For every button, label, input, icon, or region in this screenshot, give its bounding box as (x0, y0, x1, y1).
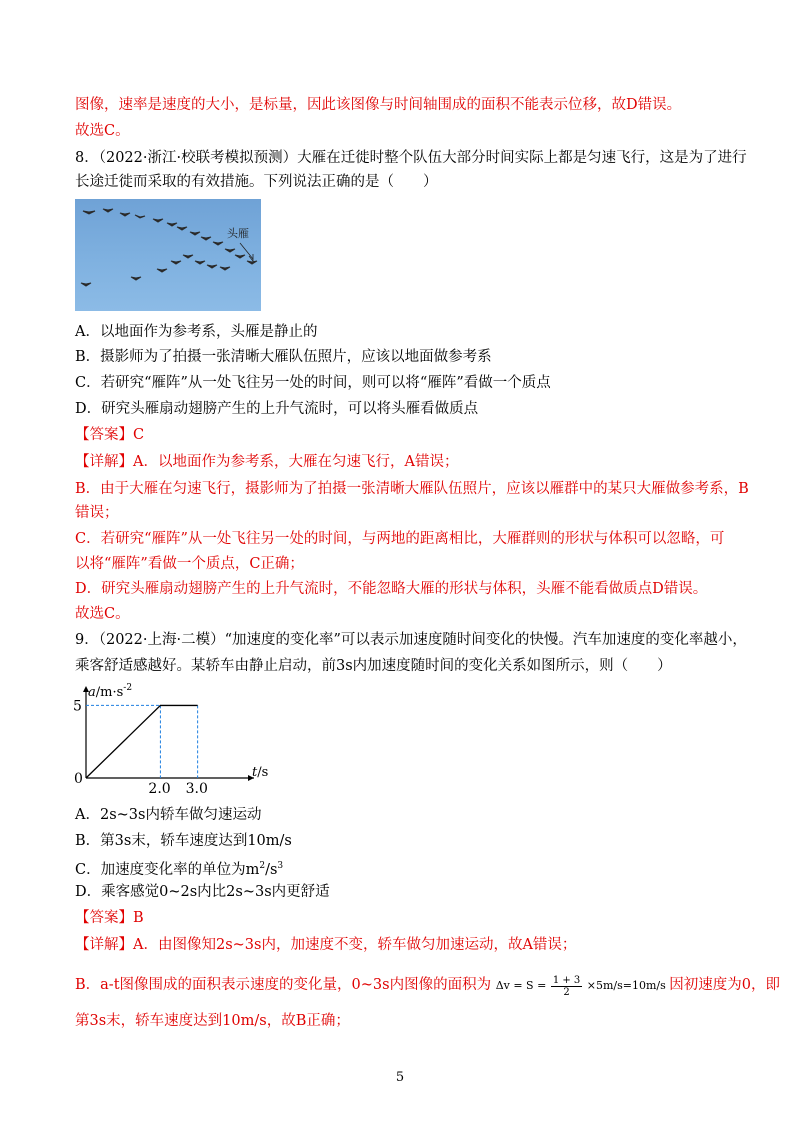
lead-goose-label: 头雁 (227, 227, 249, 240)
q8-detail-line3: 错误； (75, 505, 119, 521)
q9-option-c-exp2: 3 (277, 861, 284, 871)
q9-option-c-exp1: 2 (259, 861, 266, 871)
q9-detail-text-a: A．由图像知2s~3s内，加速度不变，轿车做匀加速运动，故A错误； (133, 937, 577, 953)
q9-stem-line1: 9．（2022·上海·二模）“加速度的变化率”可以表示加速度随时间变化的快慢。汽车加速度的变化率越小， (75, 632, 747, 648)
formula-denominator: 2 (563, 986, 570, 998)
q9-option-c (75, 856, 283, 880)
acceleration-time-chart (70, 682, 270, 802)
velocity-change-formula (495, 974, 670, 998)
q8-answer-value: C (133, 427, 145, 443)
formula-lhs: Δv = S = (495, 979, 547, 992)
q8-option-d: D．研究头雁扇动翅膀产生的上升气流时，可以将头雁看做质点 (75, 401, 479, 417)
q8-detail-line2: B．由于大雁在匀速飞行，摄影师为了拍摄一张清晰大雁队伍照片，应该以雁群中的某只大雁做参考系，B (75, 481, 749, 497)
acceleration-time-svg (70, 682, 270, 798)
q8-option-b: B．摄影师为了拍摄一张清晰大雁队伍照片，应该以地面做参考系 (75, 349, 492, 365)
prev-explanation-line: 图像，速率是速度的大小，是标量，因此该图像与时间轴围成的面积不能表示位移，故D错误。 (75, 97, 682, 113)
q8-stem-line2: 长途迁徙而采取的有效措施。下列说法正确的是（ ） (75, 174, 438, 190)
acceleration-series-line (86, 705, 198, 778)
q8-detail-line4: C．若研究“雁阵”从一处飞往另一处的时间，与两地的距离相比，大雁群则的形状与体积可以忽略，可 (75, 531, 725, 547)
q9-option-b: B．第3s末，轿车速度达到10m/s (75, 833, 292, 849)
q8-answer-tag: 【答案】 (75, 427, 133, 443)
q9-answer-tag: 【答案】 (75, 910, 133, 926)
geese-photo (75, 199, 261, 311)
q8-detail-text-a: A．以地面作为参考系，大雁在匀速飞行，A错误； (133, 454, 459, 470)
q9-answer-value: B (133, 910, 144, 926)
formula-fraction (551, 975, 582, 998)
q9-stem-line2: 乘客舒适感越好。某轿车由静止启动，前3s内加速度随时间的变化关系如图所示，则（ ） (75, 658, 672, 674)
q8-detail-tag: 【详解】 (75, 454, 133, 470)
q9-option-d: D．乘客感觉0~2s内比2s~3s内更舒适 (75, 884, 330, 900)
q8-option-c: C．若研究“雁阵”从一处飞往另一处的时间，则可以将“雁阵”看做一个质点 (75, 375, 551, 391)
q8-answer-line (75, 425, 144, 445)
q9-answer-line (75, 908, 144, 928)
q9-detail-line3: 第3s末，轿车速度达到10m/s，故B正确； (75, 1013, 350, 1029)
q9-detail-line2 (75, 972, 780, 999)
formula-numerator: 1 + 3 (552, 974, 581, 986)
q8-detail-line5: 以将“雁阵”看做一个质点，C正确； (75, 556, 304, 572)
q9-detail-tag: 【详解】 (75, 937, 133, 953)
y-axis-label: $a/m\cdot s^{-2}$ (88, 683, 133, 700)
prev-final-answer: 故选C。 (75, 123, 130, 139)
x-tick-label-3: 3.0 (185, 781, 208, 797)
y-tick-label-5: 5 (73, 698, 82, 715)
q9-detail-text-b: B．a-t图像围成的面积表示速度的变化量，0~3s内图像的面积为 (75, 977, 492, 993)
geese-illustration (75, 199, 261, 311)
origin-label: 0 (74, 771, 83, 787)
q8-final-answer: 故选C。 (75, 606, 130, 622)
q9-option-a: A．2s~3s内轿车做匀速运动 (75, 807, 262, 823)
page-number: 5 (395, 1070, 405, 1085)
q8-detail-line1 (75, 452, 458, 472)
x-axis-label: t/s (252, 765, 269, 780)
q8-option-a: A．以地面作为参考系，头雁是静止的 (75, 324, 318, 340)
q9-option-c-text: C．加速度变化率的单位为m (75, 861, 260, 878)
q8-detail-line6: D．研究头雁扇动翅膀产生的上升气流时，不能忽略大雁的形状与体积，头雁不能看做质点D错误。 (75, 581, 708, 597)
q9-detail-text-b-end: 因初速度为0，即 (669, 977, 781, 993)
formula-rhs: ×5m/s=10m/s (586, 979, 666, 992)
q8-stem-line1: 8．（2022·浙江·校联考模拟预测）大雁在迁徙时整个队伍大部分时间实际上都是匀速飞行，这是为了进行 (75, 150, 747, 166)
x-tick-label-2: 2.0 (148, 781, 171, 797)
q9-detail-line1 (75, 935, 576, 955)
q9-option-c-mid: /s (265, 861, 278, 878)
